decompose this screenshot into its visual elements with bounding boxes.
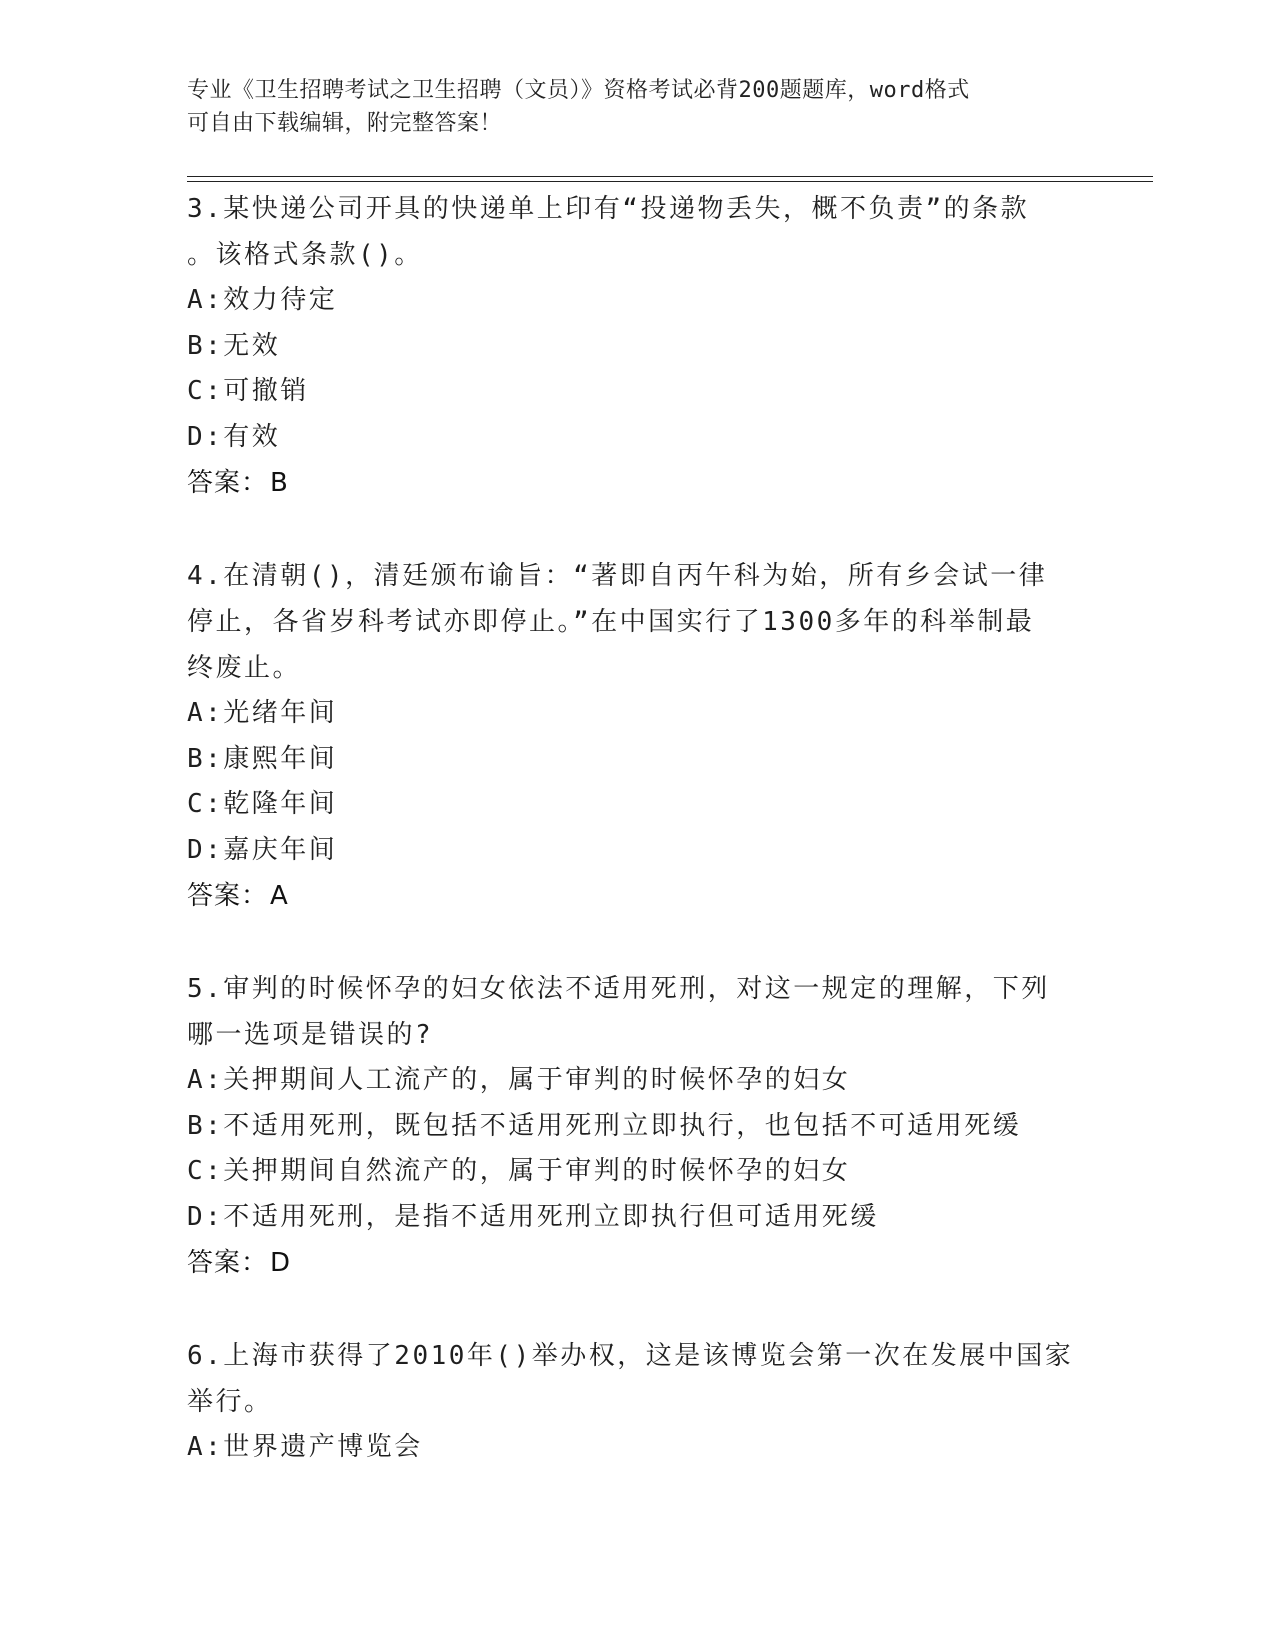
option-c: C:可撤销 [187,376,309,406]
question-6 [187,1333,1087,1471]
answer-line [187,873,1087,919]
question-5 [187,966,1087,1286]
question-text: 5.审判的时候怀孕的妇女依法不适用死刑，对这一规定的理解，下列 哪一选项是错误的? [187,974,1050,1050]
header-divider-bottom [187,181,1153,182]
question-4 [187,553,1087,919]
answer-label: 答案： [187,468,269,498]
option-c: C:关押期间自然流产的，属于审判的时候怀孕的妇女 [187,1156,851,1186]
option-b: B:康熙年间 [187,743,338,774]
answer-line [187,460,1087,506]
option-b: B:无效 [187,330,281,361]
option-a: A:关押期间人工流产的，属于审判的时候怀孕的妇女 [187,1065,851,1095]
header-divider-top [187,176,1153,177]
option-a: A:世界遗产博览会 [187,1432,423,1462]
question-text: 4.在清朝()，清廷颁布谕旨：“著即自丙午科为始，所有乡会试一律 停止，各省岁科考试亦即停止。”在中国实行了1300多年的科举制最 终废止。 [187,561,1048,683]
option-d: D:嘉庆年间 [187,834,338,865]
option-b: B:不适用死刑，既包括不适用死刑立即执行，也包括不可适用死缓 [187,1110,1022,1141]
option-c: C:乾隆年间 [187,789,338,819]
answer-value: D [270,1248,292,1278]
option-d: D:不适用死刑，是指不适用死刑立即执行但可适用死缓 [187,1201,879,1232]
answer-label: 答案： [187,1248,269,1278]
answer-line [187,1240,1087,1286]
option-d: D:有效 [187,421,281,452]
answer-label: 答案： [187,881,269,911]
question-3 [187,186,1087,506]
header-line-2: 可自由下载编辑，附完整答案！ [187,111,503,136]
header-line-1: 专业《卫生招聘考试之卫生招聘（文员）》资格考试必背200题题库，word格式 [187,78,970,103]
question-text: 3.某快递公司开具的快递单上印有“投递物丢失，概不负责”的条款 。该格式条款()。 [187,194,1030,270]
answer-value: A [270,881,289,911]
document-header [187,74,1087,140]
option-a: A:效力待定 [187,285,338,315]
question-text: 6.上海市获得了2010年()举办权，这是该博览会第一次在发展中国家 举行。 [187,1341,1074,1417]
question-list [187,186,1087,1518]
answer-value: B [270,468,289,498]
option-a: A:光绪年间 [187,698,338,728]
